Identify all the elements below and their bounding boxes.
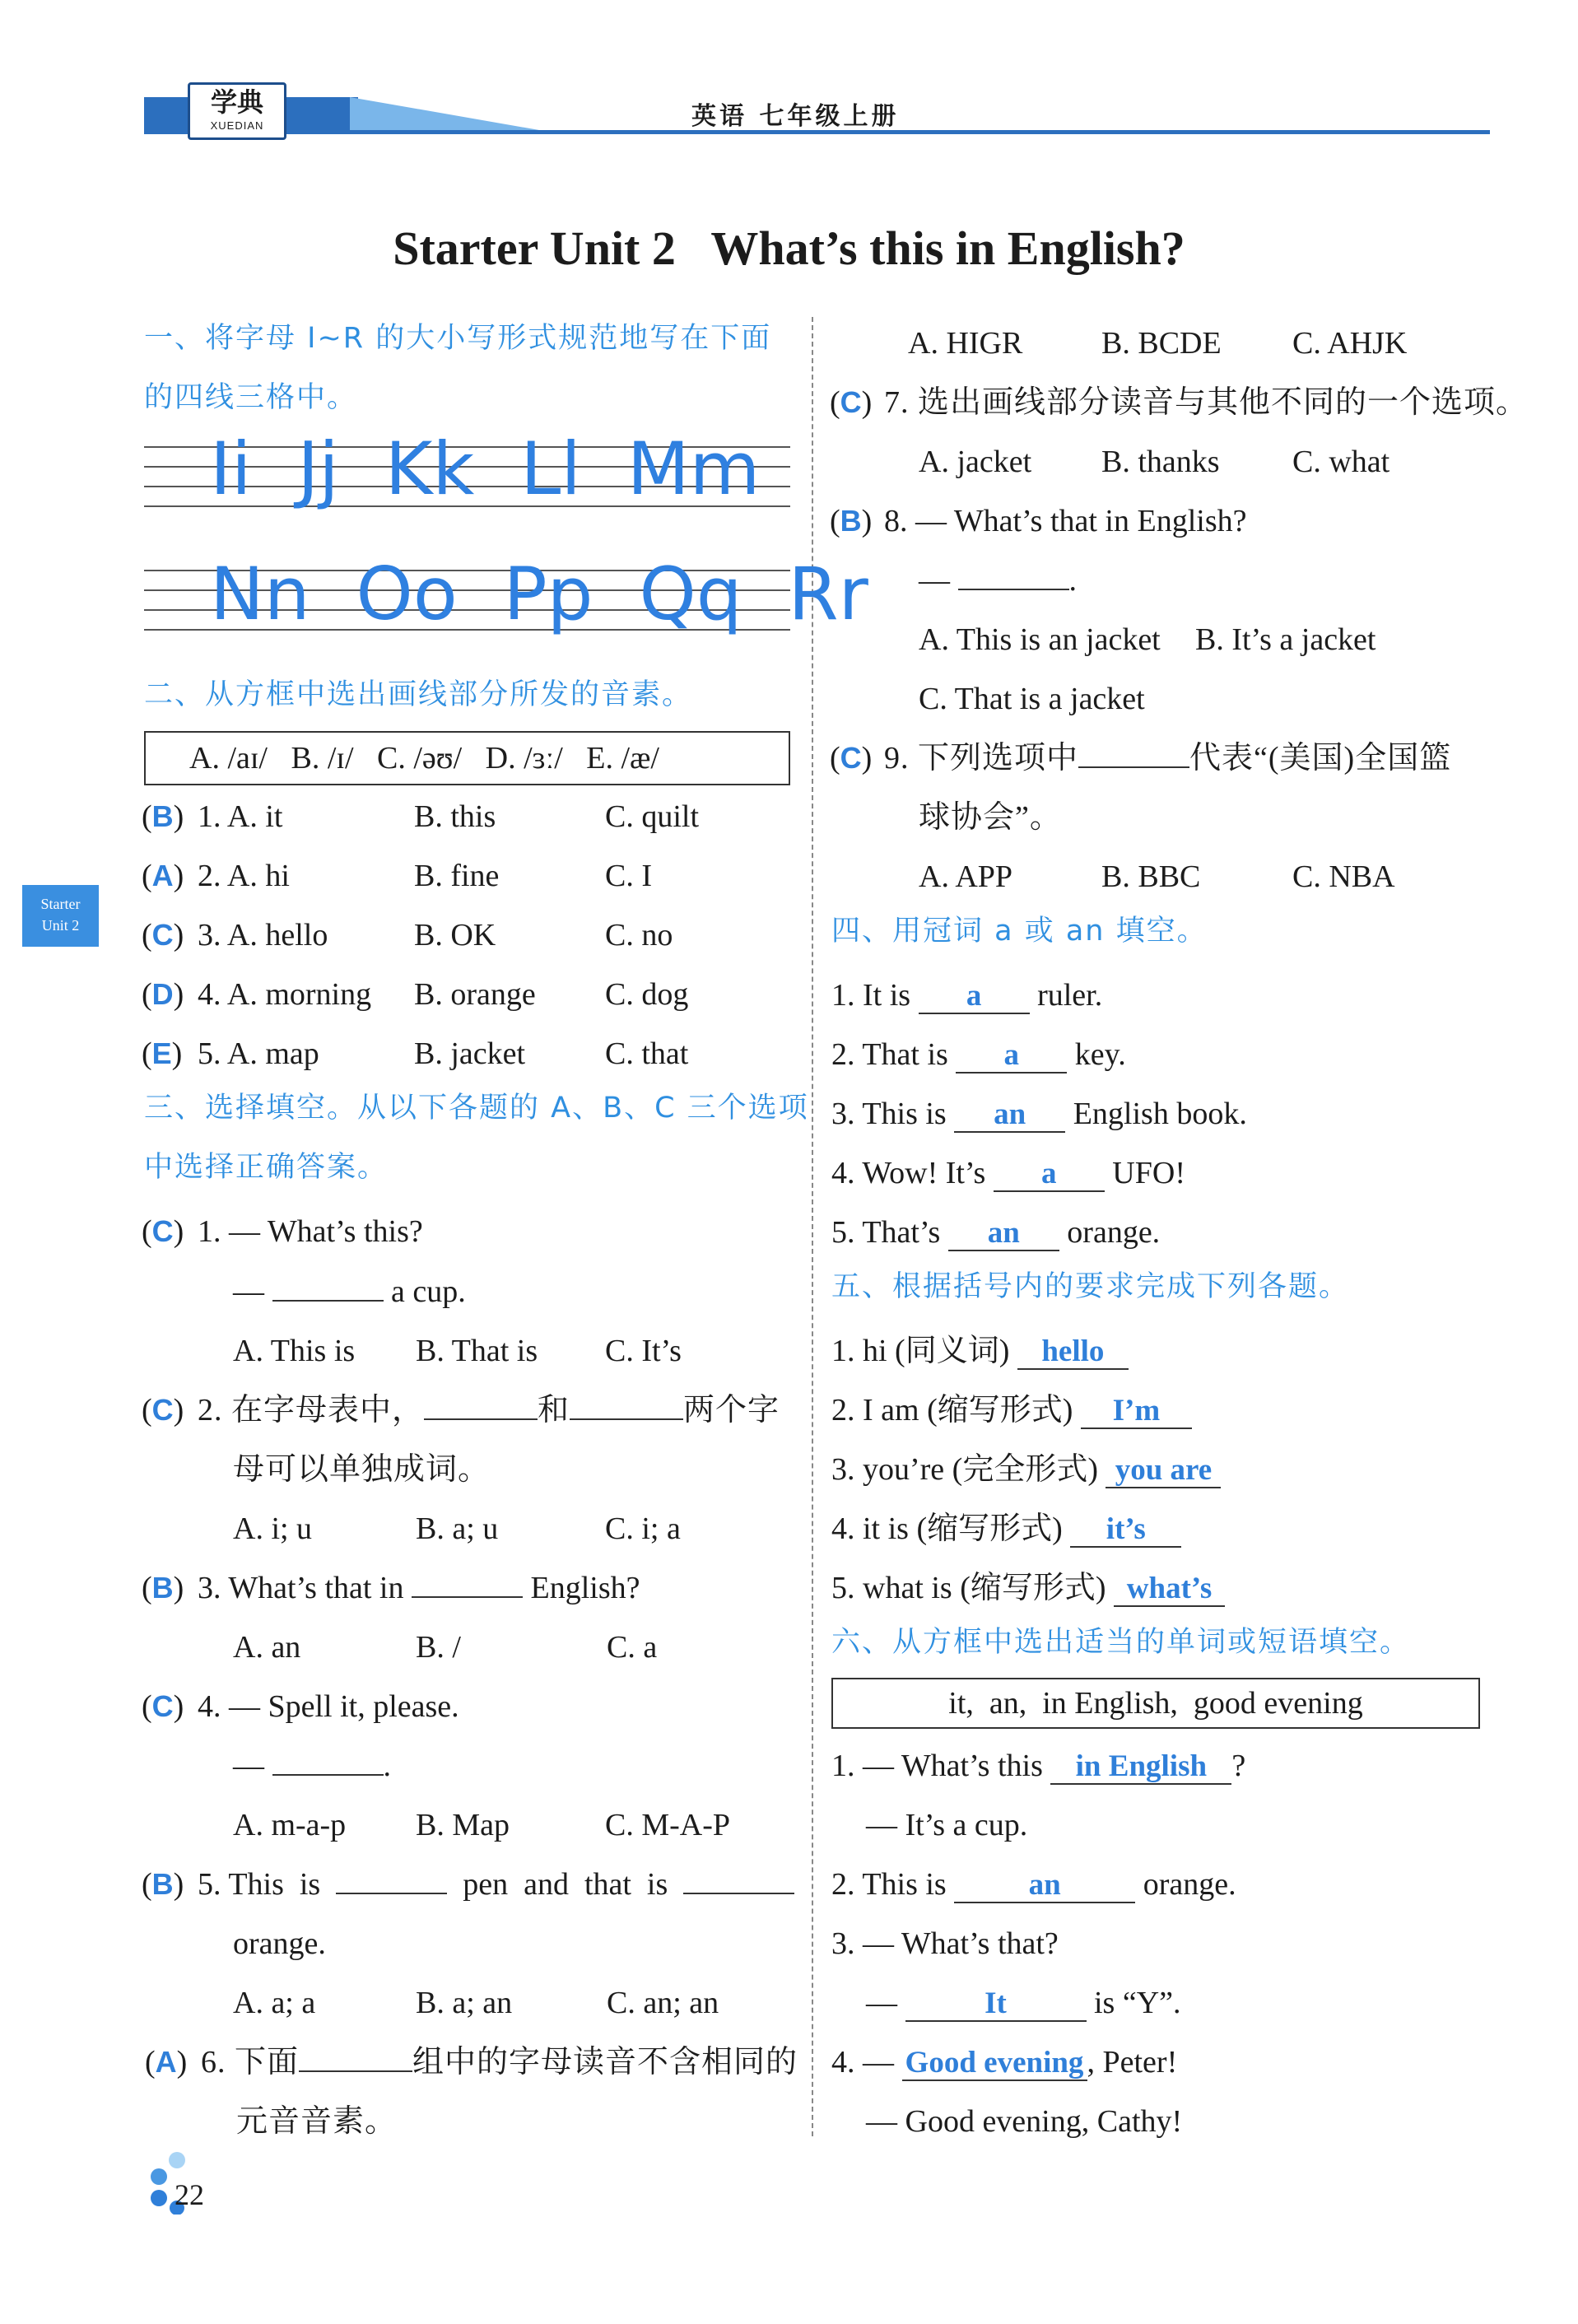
s3-q6-option-c: C. AHJK xyxy=(1292,326,1408,361)
stem-part: pen and that is xyxy=(463,1867,668,1902)
s4-q4 xyxy=(831,1153,1185,1193)
option-c: C. a xyxy=(607,1630,658,1665)
section-5-title: 五、根据括号内的要求完成下列各题。 xyxy=(831,1270,1350,1303)
dash: — xyxy=(233,1274,264,1309)
option-c: C. That is a jacket xyxy=(919,682,1145,716)
page-number: 22 xyxy=(175,2178,204,2211)
blank xyxy=(1078,740,1189,768)
filled-answer: a xyxy=(919,980,1030,1014)
question-stem: 8. — What’s that in English? xyxy=(884,504,1247,538)
option-c: C. quilt xyxy=(605,799,700,834)
stem-part: 3. you’re (完全形式) xyxy=(831,1452,1098,1487)
answer: B xyxy=(151,799,174,833)
answer: C xyxy=(151,1393,174,1427)
stem-part: 两个字 xyxy=(683,1393,780,1427)
stem-part: 2. I am (缩写形式) xyxy=(831,1393,1073,1427)
stem-line2: 元音音素。 xyxy=(236,2104,398,2139)
stem-part: 和 xyxy=(538,1393,570,1427)
stem-part: 1. hi (同义词) xyxy=(831,1334,1010,1368)
filled-answer: hello xyxy=(1017,1335,1129,1370)
answer: E xyxy=(151,1036,172,1070)
option-c: C. what xyxy=(1292,445,1390,479)
option-b: B. orange xyxy=(414,977,536,1012)
section-4-title: 四、用冠词 a 或 an 填空。 xyxy=(831,915,1208,948)
s6-q4-line2: — Good evening, Cathy! xyxy=(866,2104,1183,2139)
s3-q6-option-b: B. BCDE xyxy=(1101,326,1222,361)
option-a: 2. A. hi xyxy=(198,859,290,893)
option-c: C. NBA xyxy=(1292,859,1395,894)
section-1-title: 一、将字母 I~R 的大小写形式规范地写在下面 xyxy=(144,322,772,355)
handwriting-row-2: Nn Oo Pp Qq Rr xyxy=(210,552,868,636)
stem-part: 2. That is xyxy=(831,1037,948,1072)
stem-part: 5. what is (缩写形式) xyxy=(831,1571,1106,1605)
option-c: C. It’s xyxy=(605,1334,682,1368)
filled-answer: it’s xyxy=(1070,1513,1181,1548)
blank xyxy=(272,1748,384,1776)
stem-part: ruler. xyxy=(1037,978,1103,1013)
answer: B xyxy=(840,504,862,538)
header-subject: 英语 七年级上册 xyxy=(691,102,900,131)
page-title: Starter Unit 2 What’s this in English? xyxy=(393,221,1185,275)
option-b: B. this xyxy=(414,799,496,834)
answer: D xyxy=(151,977,174,1011)
question-stem: 7. 选出画线部分读音与其他不同的一个选项。 xyxy=(884,385,1529,420)
stem-part: , Peter! xyxy=(1087,2045,1178,2079)
stem-part: 5. That’s xyxy=(831,1215,941,1250)
option-a: A. This is xyxy=(233,1334,356,1368)
filled-answer: a xyxy=(956,1039,1067,1074)
filled-answer: It xyxy=(905,1987,1087,2022)
question-tail: . xyxy=(1068,563,1077,598)
option-c: C. an; an xyxy=(607,1986,719,2020)
option-b: B. / xyxy=(416,1630,461,1665)
option-a: 4. A. morning xyxy=(198,977,372,1012)
answer: B xyxy=(151,1867,174,1901)
option-b: B. fine xyxy=(414,859,500,893)
blank xyxy=(424,1392,538,1420)
filled-answer: I’m xyxy=(1081,1395,1192,1429)
answer: B xyxy=(151,1571,174,1604)
option-b: B. a; u xyxy=(416,1511,499,1546)
stem-part: orange. xyxy=(1143,1867,1236,1902)
option-c: C. that xyxy=(605,1036,689,1071)
blank xyxy=(683,1866,794,1894)
section-3-title: 三、选择填空。从以下各题的 A、B、C 三个选项 xyxy=(144,1092,809,1125)
logo-en: XUEDIAN xyxy=(210,119,264,132)
option-c: C. dog xyxy=(605,977,689,1012)
stem-part: 1. It is xyxy=(831,978,911,1013)
answer: C xyxy=(840,385,862,419)
answer: C xyxy=(151,1214,174,1248)
stem-part: 5. This is xyxy=(198,1867,321,1902)
answer: C xyxy=(151,1689,174,1723)
question-tail: . xyxy=(383,1749,391,1783)
stem-part: 组中的字母读音不含相同的 xyxy=(412,2045,798,2079)
option-a: A. This is an jacket xyxy=(919,622,1161,657)
section-3-title-line2: 中选择正确答案。 xyxy=(144,1151,389,1184)
option-a: 1. A. it xyxy=(198,799,283,834)
option-a: A. an xyxy=(233,1630,301,1665)
option-c: C. M-A-P xyxy=(605,1808,731,1842)
stem-part: 6. 下面 xyxy=(201,2045,300,2079)
blank xyxy=(412,1570,523,1598)
dash: — xyxy=(866,1986,897,2020)
option-a: A. m-a-p xyxy=(233,1808,347,1842)
s3-q6-option-a: A. HIGR xyxy=(908,326,1023,361)
filled-answer: what’s xyxy=(1114,1572,1225,1607)
s5-q4 xyxy=(831,1509,1181,1549)
option-a: A. jacket xyxy=(919,445,1032,479)
option-b: B. BBC xyxy=(1101,859,1201,894)
stem-line2: orange. xyxy=(233,1926,326,1961)
option-b: B. That is xyxy=(416,1334,538,1368)
stem-part: key. xyxy=(1074,1037,1126,1072)
blank xyxy=(272,1274,384,1302)
s6-q4 xyxy=(831,2042,1177,2082)
section-6-title: 六、从方框中选出适当的单词或短语填空。 xyxy=(831,1626,1411,1659)
question-stem: 1. — What’s this? xyxy=(198,1214,423,1249)
stem-part: 3. What’s that in xyxy=(198,1571,404,1605)
blank xyxy=(336,1866,447,1894)
logo-cn: 学典 xyxy=(210,86,263,118)
stem-part: is “Y”. xyxy=(1094,1986,1181,2020)
stem-part: 代表“(美国)全国篮 xyxy=(1189,741,1452,775)
dash: — xyxy=(919,563,950,598)
logo-box xyxy=(188,82,286,140)
section-2-title: 二、从方框中选出画线部分所发的音素。 xyxy=(144,678,693,711)
word-box-options: it, an, in English, good evening xyxy=(948,1686,1363,1721)
stem-part: UFO! xyxy=(1112,1156,1185,1190)
stem-part: 4. — xyxy=(831,2045,894,2079)
s6-q3: 3. — What’s that? xyxy=(831,1926,1059,1961)
stem-part: ? xyxy=(1231,1749,1246,1783)
side-tab xyxy=(22,885,99,947)
option-c: C. no xyxy=(605,918,673,952)
filled-answer: you are xyxy=(1106,1454,1221,1488)
blank xyxy=(958,562,1069,590)
section-1-title-line2: 的四线三格中。 xyxy=(144,381,358,414)
option-a: 3. A. hello xyxy=(198,918,328,952)
stem-part: English book. xyxy=(1073,1097,1247,1131)
option-a: A. APP xyxy=(919,859,1013,894)
option-b: B. Map xyxy=(416,1808,510,1842)
stem-part: 2. This is xyxy=(831,1867,947,1902)
option-b: B. a; an xyxy=(416,1986,513,2020)
stem-part: 1. — What’s this xyxy=(831,1749,1043,1783)
filled-answer: an xyxy=(954,1869,1135,1903)
option-a: A. i; u xyxy=(233,1511,313,1546)
s6-q1-line2: — It’s a cup. xyxy=(866,1808,1028,1842)
handwriting-row-1: Ii Jj Kk Ll Mm xyxy=(210,426,761,511)
option-b: B. It’s a jacket xyxy=(1195,622,1376,657)
stem-part: 4. Wow! It’s xyxy=(831,1156,986,1190)
question-tail: a cup. xyxy=(391,1274,466,1309)
option-c: C. i; a xyxy=(605,1511,681,1546)
filled-answer: Good evening xyxy=(902,2047,1087,2081)
s5-q2 xyxy=(831,1390,1192,1430)
answer: C xyxy=(151,918,174,952)
s6-q1 xyxy=(831,1746,1245,1786)
filled-answer: an xyxy=(954,1098,1065,1133)
stem-line2: 母可以单独成词。 xyxy=(233,1452,491,1487)
filled-answer: a xyxy=(994,1157,1105,1192)
s4-q5 xyxy=(831,1213,1160,1252)
answer: C xyxy=(840,741,862,775)
stem-part: 9. 下列选项中 xyxy=(884,741,1079,775)
dash: — xyxy=(233,1749,264,1783)
option-b: B. thanks xyxy=(1101,445,1220,479)
s5-q1 xyxy=(831,1331,1129,1371)
option-b: B. OK xyxy=(414,918,496,952)
s6-q3-line2 xyxy=(866,1983,1181,2023)
blank xyxy=(299,2044,412,2072)
question-stem: 4. — Spell it, please. xyxy=(198,1689,459,1724)
s4-q2 xyxy=(831,1035,1126,1074)
stem-part: orange. xyxy=(1067,1215,1161,1250)
stem-part: 3. This is xyxy=(831,1097,947,1131)
side-tab-line2: Unit 2 xyxy=(41,917,80,934)
option-a: A. a; a xyxy=(233,1986,316,2020)
answer: A xyxy=(155,2045,177,2079)
option-c: C. I xyxy=(605,859,652,893)
s5-q3 xyxy=(831,1450,1221,1489)
answer: A xyxy=(151,859,174,892)
filled-answer: in English xyxy=(1050,1750,1231,1785)
side-tab-line1: Starter xyxy=(40,896,81,912)
option-a: 5. A. map xyxy=(198,1036,319,1071)
phoneme-options: A. /aɪ/ B. /ɪ/ C. /əʊ/ D. /ɜː/ E. /æ/ xyxy=(189,741,659,775)
filled-answer: an xyxy=(948,1217,1059,1251)
option-b: B. jacket xyxy=(414,1036,526,1071)
stem-part: English? xyxy=(530,1571,640,1605)
stem-line2: 球协会”。 xyxy=(919,800,1062,835)
stem-part: 2. 在字母表中， xyxy=(198,1393,425,1427)
s4-q1 xyxy=(831,976,1102,1015)
s4-q3 xyxy=(831,1094,1247,1134)
s5-q5 xyxy=(831,1568,1225,1608)
stem-part: 4. it is (缩写形式) xyxy=(831,1511,1063,1546)
blank xyxy=(570,1392,683,1420)
s6-q2 xyxy=(831,1865,1236,1904)
